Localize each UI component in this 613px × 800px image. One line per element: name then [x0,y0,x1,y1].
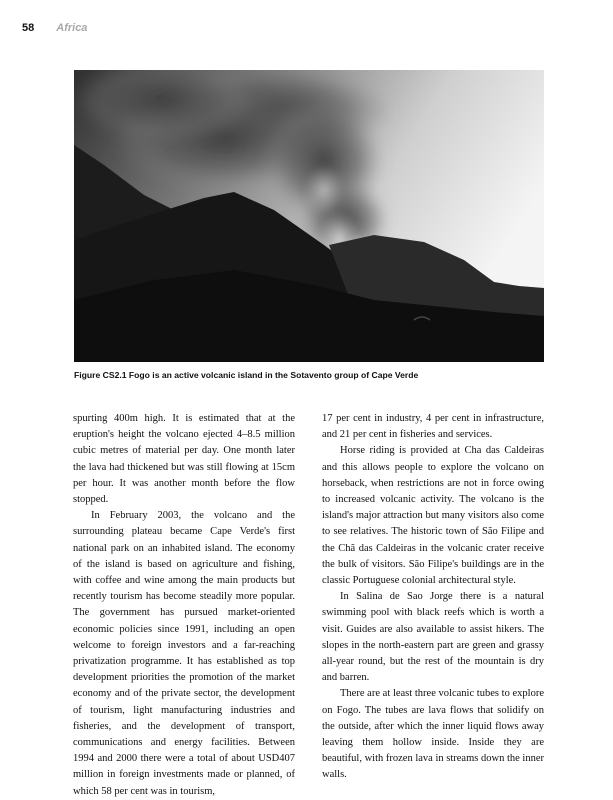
volcano-photo [74,70,544,362]
body-paragraph: There are at least three volcanic tubes to explore on Fogo. The tubes are lava flows that solidify on the outside, after which the inner liquid flows away leaving them hollow inside. Inside they are beautiful, with frozen lava in streams down the inner walls. [322,688,544,781]
figure-caption: Figure CS2.1 Fogo is an active volcanic island in the Sotavento group of Cape Verde [74,370,419,380]
page-number: 58 [22,22,35,34]
running-header [22,22,87,36]
right-column [322,411,544,784]
body-paragraph: In Salina de Sao Jorge there is a natural swimming pool with black reefs which is worth a visit. Guides are also available to assist hikers. The slopes in the north-eastern part are green and grassy all-year round, but the rest of the mountain is dry and barren. [322,591,544,684]
body-paragraph: Horse riding is provided at Cha das Caldeiras and this allows people to explore the volcano on horseback, when restrictions are not in force owing to increased volcanic activity. The volcano is the island's major attraction but many visitors also come to see relatives. The historic town of São Filipe and the Chã das Caldeiras in the volcanic crater receive the bulk of visitors. São Filipe's buildings are in the classic Portuguese colonial architectural style. [322,445,544,587]
body-paragraph: In February 2003, the volcano and the surrounding plateau became Cape Verde's first national park on an inhabited island. The economy of the island is based on agriculture and fishing, with coffee and wine among the main products but recently tourism has become steadily more popular. The government has pursued market-oriented economic policies since 1991, including an open welcome to foreign investors and a far-reaching privatization programme. It has established as top development priorities the promotion of the market economy and of the private sector, the development of tourism, light manufacturing industries and fisheries, and the development of transport, communications and energy facilities. Between 1994 and 2000 there were a total of about USD407 million in foreign investments made or planned, of which 58 per cent was in tourism, [73,510,295,797]
left-column [73,411,295,800]
body-paragraph: spurting 400m high. It is estimated that at the eruption's height the volcano ejected 4–8.5 million cubic metres of material per day. One month later the lava had thickened but was still flowing at 15cm per hour. It was another month before the flow stopped. [73,413,295,506]
body-paragraph: 17 per cent in industry, 4 per cent in infrastructure, and 21 per cent in fisheries and services. [322,413,544,441]
section-title: Africa [56,22,88,34]
